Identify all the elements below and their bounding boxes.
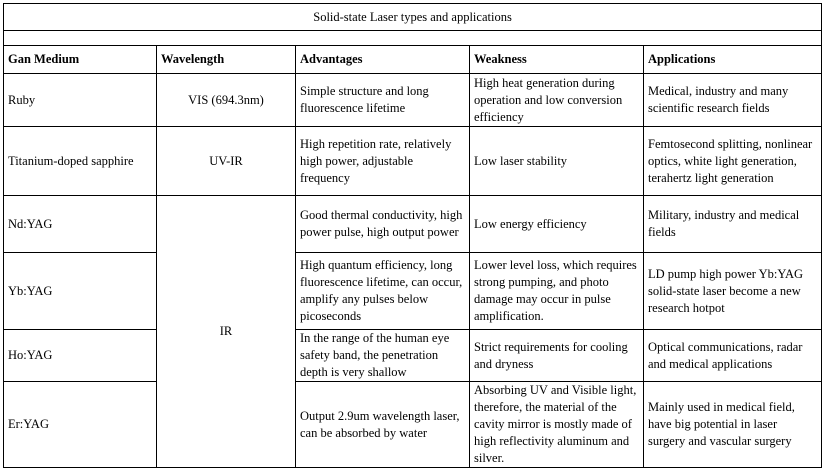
- cell-weakness: Low energy efficiency: [470, 196, 644, 253]
- cell-advantages: In the range of the human eye safety band, the penetration depth is very shallow: [296, 330, 470, 382]
- cell-applications: LD pump high power Yb:YAG solid-state laser become a new research hotpot: [644, 253, 822, 330]
- spacer-row: [4, 31, 822, 46]
- cell-weakness: High heat generation during operation and low conversion efficiency: [470, 74, 644, 127]
- cell-medium: Ruby: [4, 74, 157, 127]
- laser-types-table: [3, 3, 822, 468]
- cell-medium: Yb:YAG: [4, 253, 157, 330]
- header-row: [4, 46, 822, 74]
- cell-weakness: Absorbing UV and Visible light, therefore, the material of the cavity mirror is mostly made of high reflectivity aluminum and silver.: [470, 382, 644, 468]
- table-row-nd-yag: [4, 196, 822, 253]
- cell-medium: Ho:YAG: [4, 330, 157, 382]
- table-row-ho-yag: [4, 330, 822, 382]
- table-row-er-yag: [4, 382, 822, 468]
- table-row-yb-yag: [4, 253, 822, 330]
- table-row-titanium-sapphire: [4, 127, 822, 196]
- cell-wavelength: VIS (694.3nm): [157, 74, 296, 127]
- cell-advantages: Simple structure and long fluorescence lifetime: [296, 74, 470, 127]
- header-weakness: Weakness: [470, 46, 644, 74]
- cell-advantages: High repetition rate, relatively high power, adjustable frequency: [296, 127, 470, 196]
- cell-medium: Er:YAG: [4, 382, 157, 468]
- header-wavelength: Wavelength: [157, 46, 296, 74]
- cell-applications: Military, industry and medical fields: [644, 196, 822, 253]
- cell-advantages: Good thermal conductivity, high power pulse, high output power: [296, 196, 470, 253]
- table-row-ruby: [4, 74, 822, 127]
- cell-applications: Optical communications, radar and medical applications: [644, 330, 822, 382]
- header-gain-medium: Gan Medium: [4, 46, 157, 74]
- cell-weakness: Low laser stability: [470, 127, 644, 196]
- header-applications: Applications: [644, 46, 822, 74]
- cell-advantages: Output 2.9um wavelength laser, can be absorbed by water: [296, 382, 470, 468]
- cell-applications: Mainly used in medical field, have big potential in laser surgery and vascular surgery: [644, 382, 822, 468]
- cell-wavelength: UV-IR: [157, 127, 296, 196]
- cell-medium: Nd:YAG: [4, 196, 157, 253]
- cell-medium: Titanium-doped sapphire: [4, 127, 157, 196]
- header-advantages: Advantages: [296, 46, 470, 74]
- table-title: Solid-state Laser types and applications: [4, 4, 822, 31]
- cell-advantages: High quantum efficiency, long fluorescence lifetime, can occur, amplify any pulses below picoseconds: [296, 253, 470, 330]
- cell-applications: Medical, industry and many scientific research fields: [644, 74, 822, 127]
- cell-weakness: Lower level loss, which requires strong pumping, and photo damage may occur in pulse amplification.: [470, 253, 644, 330]
- cell-applications: Femtosecond splitting, nonlinear optics, white light generation, terahertz light generation: [644, 127, 822, 196]
- title-row: [4, 4, 822, 31]
- cell-weakness: Strict requirements for cooling and dryness: [470, 330, 644, 382]
- cell-wavelength-merged: IR: [157, 196, 296, 468]
